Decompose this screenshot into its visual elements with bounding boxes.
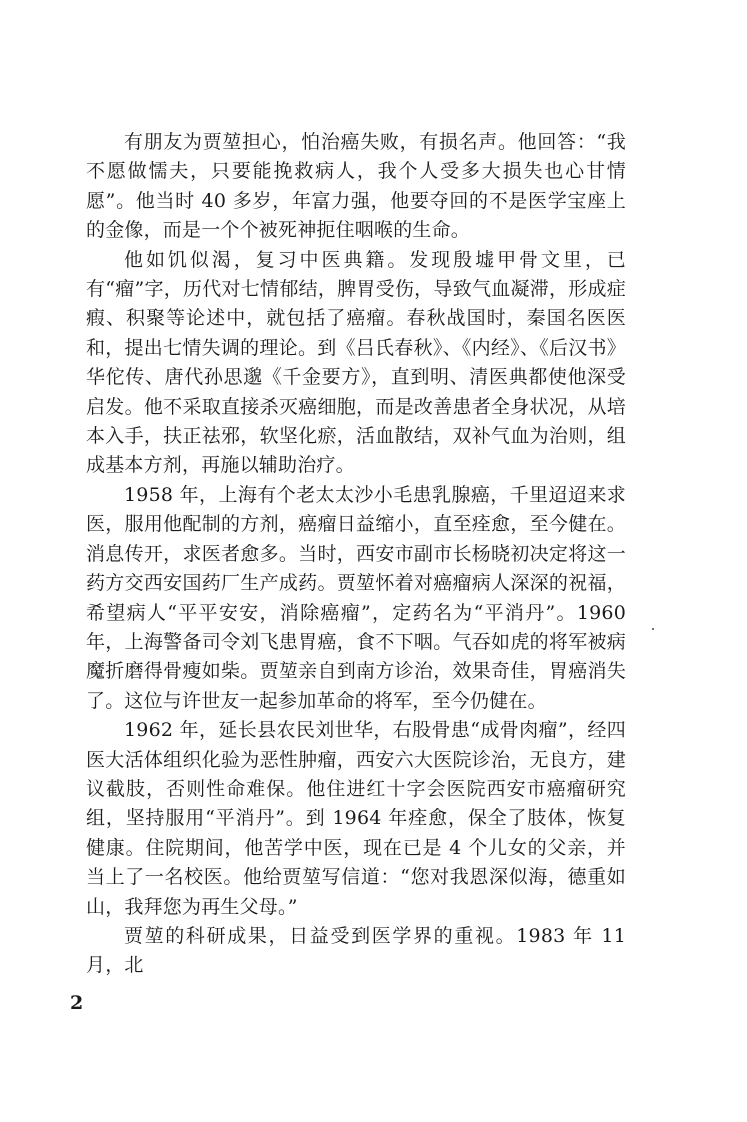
paragraph-1: 有朋友为贾堃担心，怕治癌失败，有损名声。他回答：“我不愿做懦夫，只要能挽救病人，我个人受多大损失也心甘情愿”。他当时 40 多岁，年富力强，他要夺回的不是医学宝座上的金像，而是一个个被死神扼住咽喉的生命。 [86, 131, 626, 242]
body-text [86, 128, 626, 981]
paragraph-3: 1958 年，上海有个老太太沙小毛患乳腺癌，千里迢迢来求医，服用他配制的方剂，癌瘤日益缩小，直至痊愈，至今健在。消息传开，求医者愈多。当时，西安市副市长杨晓初决定将这一药方交西安国药厂生产成药。贾堃怀着对癌瘤病人深深的祝福，希望病人“平平安安，消除癌瘤”，定药名为“平消丹”。1960 年，上海警备司令刘飞患胃癌，食不下咽。气吞如虎的将军被病魔折磨得骨瘦如柴。贾堃亲自到南方诊治，效果奇佳，胃癌消失了。这位与许世友一起参加革命的将军，至今仍健在。 [86, 483, 626, 712]
paragraph-4: 1962 年，延长县农民刘世华，右股骨患“成骨肉瘤”，经四医大活体组织化验为恶性肿瘤，西安六大医院诊治，无良方，建议截肢，否则性命难保。他住进红十字会医院西安市癌瘤研究组，坚持服用“平消丹”。到 1964 年痊愈，保全了肢体，恢复健康。住院期间，他苦学中医，现在已是 4 个儿女的父亲，并当上了一名校医。他给贾堃写信道：“您对我恩深似海，德重如山，我拜您为再生父母。” [86, 719, 626, 918]
scan-speck [652, 628, 654, 630]
page-number: 2 [70, 992, 84, 1014]
paragraph-5: 贾堃的科研成果，日益受到医学界的重视。1983 年 11 月，北 [86, 924, 626, 977]
paragraph-2: 他如饥似渴，复习中医典籍。发现殷墟甲骨文里，已有“瘤”字，历代对七情郁结，脾胃受伤，导致气血凝滞，形成症瘕、积聚等论述中，就包括了癌瘤。春秋战国时，秦国名医医和，提出七情失调的理论。到《吕氏春秋》、《内经》、《后汉书》华佗传、唐代孙思邈《千金要方》，直到明、清医典都使他深受启发。他不采取直接杀灭癌细胞，而是改善患者全身状况，从培本入手，扶正祛邪，软坚化瘀，活血散结，双补气血为治则，组成基本方剂，再施以辅助治疗。 [86, 248, 626, 477]
